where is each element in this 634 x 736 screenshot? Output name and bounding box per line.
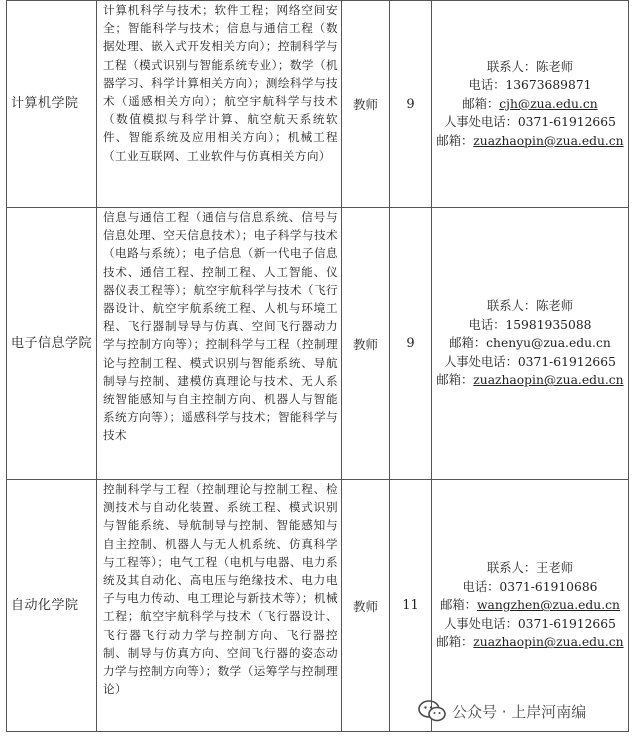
hr-email-label: 邮箱： — [436, 635, 474, 650]
contact-email-link[interactable]: wangzhen@zua.edu.cn — [476, 598, 620, 613]
contact-phone: 电话：13673689871 — [468, 78, 592, 93]
watermark — [418, 700, 586, 722]
college-name: 自动化学院 — [11, 597, 79, 613]
count-cell — [390, 208, 432, 480]
contact-cell — [432, 480, 629, 732]
email-label: 邮箱： — [462, 96, 500, 111]
contact-email-line — [432, 334, 628, 353]
college-name: 计算机学院 — [11, 96, 79, 111]
hr-phone: 人事处电话：0371-61912665 — [444, 616, 616, 631]
post-text: 教师 — [352, 598, 378, 614]
college-cell — [7, 480, 97, 732]
contact-email-link[interactable]: cjh@zua.edu.cn — [499, 96, 598, 111]
post-text: 教师 — [352, 97, 378, 112]
hr-email-label: 邮箱： — [436, 133, 474, 148]
hr-email-link[interactable]: zuazhaopin@zua.edu.cn — [473, 373, 624, 388]
wechat-icon — [418, 700, 446, 722]
contact-email-line — [432, 596, 628, 615]
majors-text: 计算机科学与技术；软件工程；网络空间安全；智能科学与技术；信息与通信工程（数据处理、嵌入式开发相关方向）；控制科学与工程（模式识别与智能系统专业）；数学（机器学习、科学计算相关方向）；测绘科学与技术（遥感相关方向）；航空宇航科学与技术（数值模拟与科学计算、航空航天系统软件、智能系统及应用相关方向）；机械工程（工业互联网、工业软件与仿真相关方向） — [103, 3, 338, 163]
table-row — [7, 1, 629, 208]
email-label: 邮箱： — [440, 598, 477, 613]
post-cell — [342, 1, 390, 208]
post-text: 教师 — [352, 336, 378, 352]
hr-email-link[interactable]: zuazhaopin@zua.edu.cn — [473, 635, 624, 650]
post-cell — [342, 208, 390, 480]
contact-phone: 电话：15981935088 — [468, 317, 592, 332]
hr-email-line — [432, 132, 628, 151]
count-text: 11 — [402, 598, 419, 613]
majors-cell — [97, 208, 342, 480]
majors-cell — [97, 480, 342, 732]
contact-email-line — [432, 95, 628, 114]
contact-email-link[interactable]: chenyu@zua.edu.cn — [486, 336, 611, 351]
college-name: 电子信息学院 — [11, 335, 93, 351]
email-label: 邮箱： — [449, 336, 487, 351]
watermark-text: 公众号 · 上岸河南编 — [452, 702, 587, 721]
recruitment-table — [6, 0, 629, 732]
hr-email-line — [432, 633, 628, 652]
contact-person: 联系人：陈老师 — [486, 299, 574, 314]
count-cell — [390, 480, 432, 732]
hr-email-label: 邮箱： — [436, 373, 474, 388]
hr-phone: 人事处电话：0371-61912665 — [444, 115, 616, 130]
post-cell — [342, 480, 390, 732]
majors-text: 控制科学与工程（控制理论与控制工程、检测技术与自动化装置、系统工程、模式识别与智能系统、导航制导与控制、智能感知与自主控制、机器人与无人机系统、仿真科学与工程等）；电气工程（电机与电器、电力系统及其自动化、高电压与绝缘技术、电力电子与电力传动、电工理论与新技术等）；机械工程；航空宇航科学与技术（飞行器设计、飞行器飞行动力学与控制方向、飞行器控制、制导与仿真方向、空间飞行器的姿态动力学与控制方向等）；数学（运筹学与控制理论） — [103, 482, 338, 697]
contact-person: 联系人：陈老师 — [486, 59, 574, 74]
table-row — [7, 480, 629, 732]
college-cell — [7, 1, 97, 208]
table-row — [7, 208, 629, 480]
count-text: 9 — [406, 96, 415, 112]
hr-email-line — [432, 371, 628, 390]
majors-cell — [97, 1, 342, 208]
hr-phone: 人事处电话：0371-61912665 — [444, 354, 616, 369]
count-cell — [390, 1, 432, 208]
college-cell — [7, 208, 97, 480]
contact-person: 联系人：王老师 — [486, 561, 574, 576]
contact-cell — [432, 1, 629, 208]
contact-phone: 电话：0371-61910686 — [462, 579, 598, 594]
contact-cell — [432, 208, 629, 480]
hr-email-link[interactable]: zuazhaopin@zua.edu.cn — [473, 133, 624, 148]
majors-text: 信息与通信工程（通信与信息系统、信号与信息处理、空天信息技术）；电子科学与技术（电路与系统）；电子信息（新一代电子信息技术、通信工程、控制工程、人工智能、仪器仪表工程等）；航空宇航科学与技术（飞行器设计、航空宇航系统工程、人机与环境工程、飞行器制导导与仿真、空间飞行器动力学与控制方向等）；控制科学与工程（控制理论与控制工程、模式识别与智能系统、导航制导与控制、建模仿真理论与技术、无人系统智能感知与自主控制方向、机器人与智能系统方向等）；遥感科学与技术；智能科学与技术 — [103, 210, 338, 443]
count-text: 9 — [406, 336, 415, 351]
